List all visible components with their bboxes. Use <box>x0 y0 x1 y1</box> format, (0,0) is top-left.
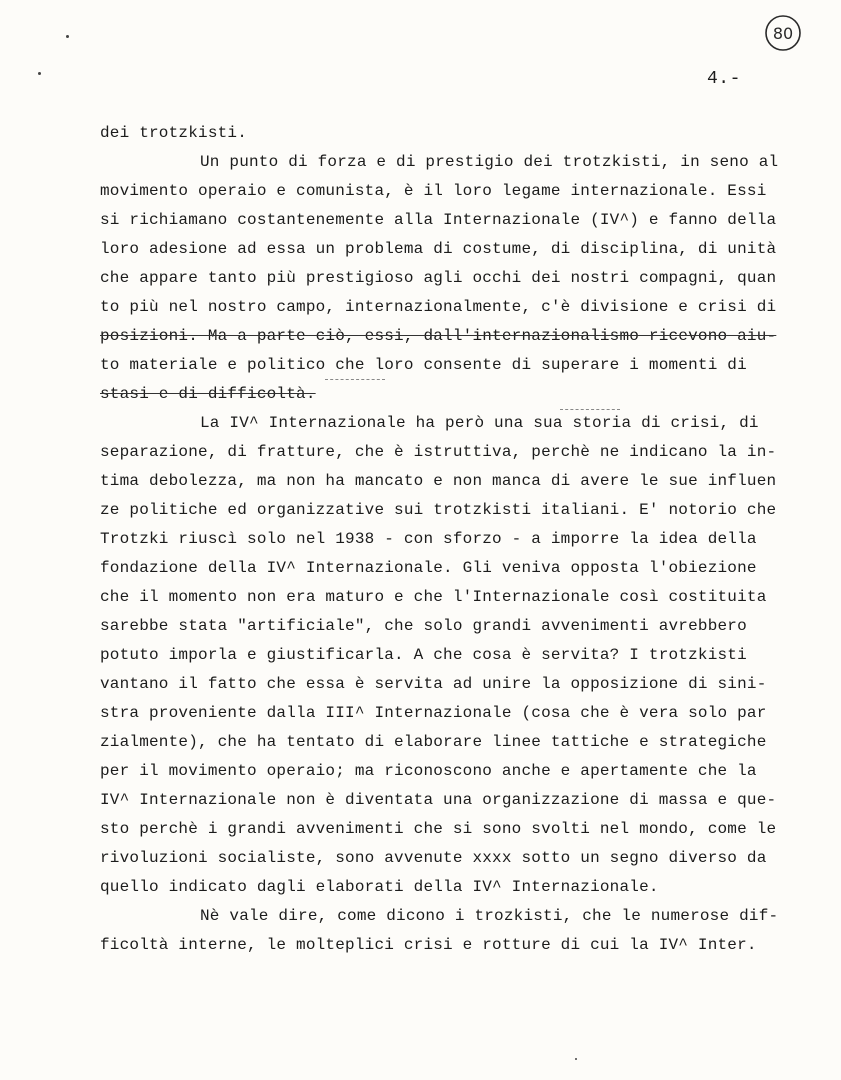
text-line: si richiamano costantenemente alla Internazionale (IV^) e fanno della <box>100 211 777 229</box>
text-line: Un punto di forza e di prestigio dei trotzkisti, in seno al <box>200 153 779 171</box>
text-line: fondazione della IV^ Internazionale. Gli veniva opposta l'obiezione <box>100 559 757 577</box>
text-line: Nè vale dire, come dicono i trozkisti, che le numerose dif- <box>200 907 779 925</box>
text-line: quello indicato dagli elaborati della IV^ Internazionale. <box>100 878 659 896</box>
text-line: La IV^ Internazionale ha però una sua storia di crisi, di <box>200 414 759 432</box>
stamp-number: 80 <box>772 24 794 43</box>
struck-text-line: stasi e di difficoltà. <box>100 385 316 403</box>
speck-mark <box>38 72 41 75</box>
text-line: per il movimento operaio; ma riconoscono anche e apertamente che la <box>100 762 757 780</box>
page-number: 4.- <box>707 69 741 89</box>
text-line: Trotzki riuscì solo nel 1938 - con sforzo - a imporre la idea della <box>100 530 757 548</box>
text-line: loro adesione ad essa un problema di costume, di disciplina, di unità <box>100 240 777 258</box>
body-text <box>100 119 800 960</box>
text-line: stra proveniente dalla III^ Internazionale (cosa che è vera solo par <box>100 704 767 722</box>
text-line: vantano il fatto che essa è servita ad unire la opposizione di sini- <box>100 675 767 693</box>
text-line: che il momento non era maturo e che l'Internazionale così costituita <box>100 588 767 606</box>
text-line: to più nel nostro campo, internazionalmente, c'è divisione e crisi di <box>100 298 777 316</box>
text-line: che appare tanto più prestigioso agli occhi dei nostri compagni, quan <box>100 269 777 287</box>
text-line: zialmente), che ha tentato di elaborare linee tattiche e strategiche <box>100 733 767 751</box>
struck-text-line: posizioni. Ma a parte ciò, essi, dall'internazionalismo ricevono aiu- <box>100 327 777 345</box>
text-line: dei trotzkisti. <box>100 124 248 142</box>
text-line: separazione, di fratture, che è istruttiva, perchè ne indicano la in- <box>100 443 777 461</box>
text-line: ficoltà interne, le molteplici crisi e rotture di cui la IV^ Inter. <box>100 936 757 954</box>
page-stamp <box>763 13 803 53</box>
text-line: to materiale e politico che loro consente di superare i momenti di <box>100 356 747 374</box>
text-line: IV^ Internazionale non è diventata una organizzazione di massa e que- <box>100 791 777 809</box>
faint-underline-mark <box>560 409 620 411</box>
speck-mark <box>575 1058 577 1060</box>
faint-underline-mark <box>325 379 385 381</box>
text-line: potuto imporla e giustificarla. A che cosa è servita? I trotzkisti <box>100 646 747 664</box>
text-line: tima debolezza, ma non ha mancato e non manca di avere le sue influen <box>100 472 777 490</box>
text-line: movimento operaio e comunista, è il loro legame internazionale. Essi <box>100 182 767 200</box>
text-line: sto perchè i grandi avvenimenti che si sono svolti nel mondo, come le <box>100 820 777 838</box>
text-line: ze politiche ed organizzative sui trotzkisti italiani. E' notorio che <box>100 501 777 519</box>
speck-mark <box>66 35 69 38</box>
text-line: sarebbe stata "artificiale", che solo grandi avvenimenti avrebbero <box>100 617 747 635</box>
text-line: rivoluzioni socialiste, sono avvenute xxxx sotto un segno diverso da <box>100 849 767 867</box>
